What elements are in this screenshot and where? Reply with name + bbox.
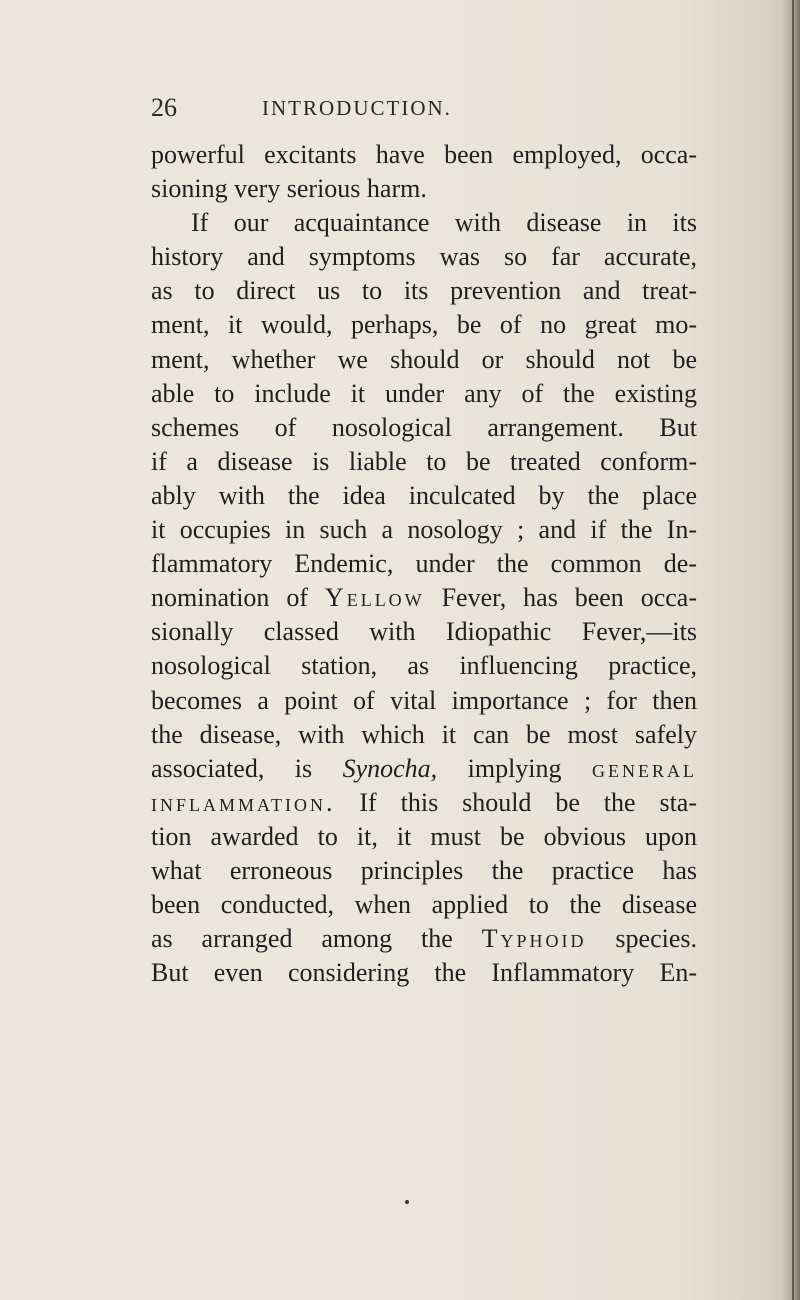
small-caps-run: general xyxy=(592,753,697,783)
text-run: Fever, has been occa- xyxy=(424,583,697,613)
italic-run: Synocha, xyxy=(342,753,438,783)
text-line: ment, whether we should or should not be xyxy=(151,344,697,374)
text-line: tion awarded to it, it must be obvious upon xyxy=(151,821,697,851)
text-line: ment, it would, perhaps, be of no great mo- xyxy=(151,310,697,340)
text-run: as arranged among the xyxy=(151,924,482,954)
text-line: what erroneous principles the practice has xyxy=(151,855,697,885)
small-caps-run: Yellow xyxy=(324,583,425,613)
text-line xyxy=(151,752,697,786)
paper-speck xyxy=(405,1200,409,1204)
text-line: ably with the idea inculcated by the place xyxy=(151,480,697,510)
text-line: the disease, with which it can be most safely xyxy=(151,719,697,749)
page-edge-shadow xyxy=(782,0,800,1300)
small-caps-run: Typhoid xyxy=(481,924,587,954)
text-line: if a disease is liable to be treated conform- xyxy=(151,446,697,476)
text-line: history and symptoms was so far accurate, xyxy=(151,242,697,272)
text-line: sionally classed with Idiopathic Fever,—its xyxy=(151,617,697,647)
text-line xyxy=(151,922,697,956)
text-line: If our acquaintance with disease in its xyxy=(191,208,697,238)
text-line: But even considering the Inflammatory En- xyxy=(151,958,697,988)
text-line: flammatory Endemic, under the common de- xyxy=(151,549,697,579)
text-line: nosological station, as influencing practice, xyxy=(151,651,697,681)
text-line: schemes of nosological arrangement. But xyxy=(151,412,697,442)
text-line: able to include it under any of the existing xyxy=(151,378,697,408)
text-run: species. xyxy=(586,924,697,954)
text-run: associated, is xyxy=(151,753,343,783)
text-line: as to direct us to its prevention and treat- xyxy=(151,276,697,306)
page-number: 26 xyxy=(151,93,177,122)
body-text xyxy=(151,138,697,990)
text-run: If this should be the sta- xyxy=(335,787,697,817)
page-edge-line xyxy=(792,0,794,1300)
small-caps-run: inflammation. xyxy=(151,787,336,817)
text-run: nomination of xyxy=(151,583,325,613)
text-line: been conducted, when applied to the disease xyxy=(151,890,697,920)
running-head-title: INTRODUCTION. xyxy=(262,96,452,120)
text-run: implying xyxy=(437,753,592,783)
text-line: powerful excitants have been employed, occa- xyxy=(151,140,697,169)
text-line xyxy=(151,581,697,615)
text-line: becomes a point of vital importance ; for then xyxy=(151,685,697,715)
text-line: it occupies in such a nosology ; and if the In- xyxy=(151,515,697,545)
text-line xyxy=(151,786,697,820)
text-line: sioning very serious harm. xyxy=(151,174,427,204)
